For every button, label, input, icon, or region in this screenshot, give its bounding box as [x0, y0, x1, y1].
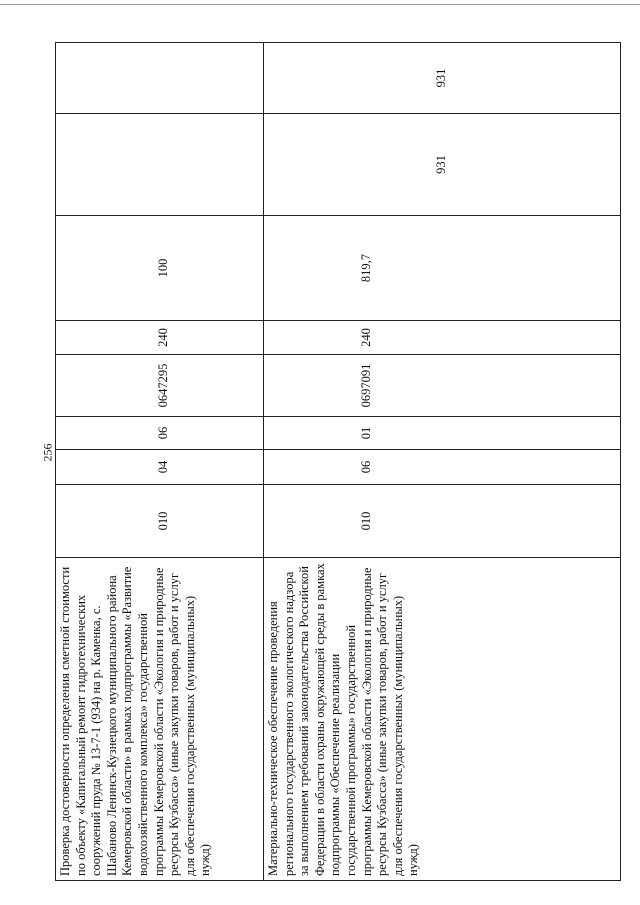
row-2-description: Материально-техническое обеспечение проведения регионального государственного экологического надзора за выполнением требований законодательства Российской Федерации в области охраны окружающей среды в рамках подпрограммы «Обеспечение реализации государственной программы» государственной программы Кемеровской области «Экология и природные ресурсы Кузбасса» (иные закупки товаров, работ и услуг для обеспечения государственных (муниципальных) нужд) — [264, 557, 621, 880]
row-1-section: 04 — [56, 449, 264, 484]
row-1-code-ministry: 010 — [56, 484, 264, 557]
row-2-expense-type: 240 — [264, 320, 621, 354]
row-2-target-article: 0697091 — [264, 354, 621, 416]
row-2-amount-1: 819,7 — [264, 215, 621, 320]
row-1-description: Проверка достоверности определения сметной стоимости по объекту «Капитальный ремонт гидротехнических сооружений пруда № 13-7-1 (934) на р. Каменка, с. Шабаново Ленинск-Кузнецкого муниципального района Кемеровской области» в рамках подпрограммы «Развитие водохозяйственного комплекса» государственной программы Кемеровской области «Экология и природные ресурсы Кузбасса» (иные закупки товаров, работ и услуг для обеспечения государственных (муниципальных) нужд) — [56, 557, 264, 880]
scan-top-border — [0, 4, 640, 5]
row-1-amount-3 — [56, 42, 264, 113]
row-2-code-ministry: 010 — [264, 484, 621, 557]
row-1-subsection: 06 — [56, 416, 264, 449]
row-2-amount-2: 931 — [264, 113, 621, 215]
row-1-target-article: 0647295 — [56, 354, 264, 416]
row-2-amount-3: 931 — [264, 42, 621, 113]
row-1-expense-type: 240 — [56, 320, 264, 354]
row-2-subsection: 01 — [264, 416, 621, 449]
page-number: 256 — [40, 443, 55, 462]
table-frame — [55, 43, 620, 881]
row-2-section: 06 — [264, 449, 621, 484]
row-1-amount-2 — [56, 113, 264, 215]
row-1-amount-1: 100 — [56, 215, 264, 320]
budget-table — [55, 42, 621, 881]
